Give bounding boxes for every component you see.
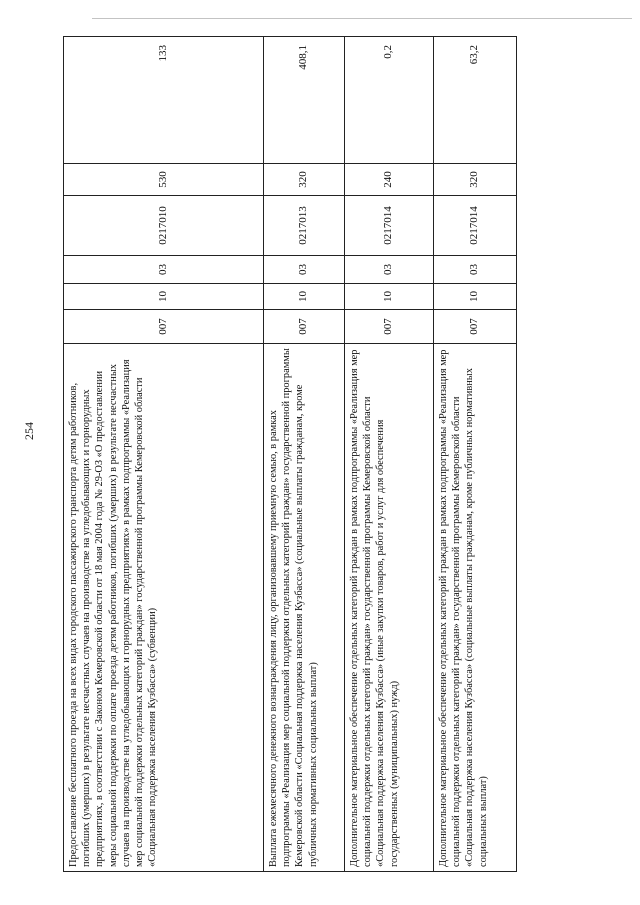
row-description: Выплата ежемесячного денежного вознаграждения лицу, организовавшему приемную семью, в рамках подпрограммы «Реализация мер социальной поддержки отдельных категорий граждан» государственной программы Кемеровской области «Социальная поддержка населения Кузбасса» (социальные выплаты гражданам, кроме публичных нормативных социальных выплат) — [264, 344, 345, 872]
ved-code: 007 — [434, 310, 517, 344]
ved-code: 007 — [64, 310, 264, 344]
subsection-code: 03 — [434, 256, 517, 284]
target-article-code: 0217013 — [264, 196, 345, 256]
target-article-code: 0217010 — [64, 196, 264, 256]
amount-value: 63,2 — [434, 37, 517, 164]
row-description: Предоставление бесплатного проезда на всех видах городского пассажирского транспорта детям работников, погибших (умерших) в результате несчастных случаев на производстве на угледобывающих и горнорудных предприятиях, в соответствии с Законом Кемеровской области от 18 мая 2004 года № 29-ОЗ «О предоставлении меры социальной поддержки по оплате проезда детям работников, погибших (умерших) в результате несчастных случаев на производстве на угледобывающих и горнорудных предприятиях» в рамках подпрограммы «Реализация мер социальной поддержки отдельных категорий граждан» государственной программы Кемеровской области «Социальная поддержка населения Кузбасса» (субвенции) — [64, 344, 264, 872]
row-description: Дополнительное материальное обеспечение отдельных категорий граждан в рамках подпрограммы «Реализация мер социальной поддержки отдельных категорий граждан» государственной программы Кемеровской области «Социальная поддержка населения Кузбасса» (иные закупки товаров, работ и услуг для обеспечения государственных (муниципальных) нужд) — [345, 344, 434, 872]
section-code: 10 — [264, 284, 345, 310]
ved-code: 007 — [345, 310, 434, 344]
target-article-code: 0217014 — [434, 196, 517, 256]
subsection-code: 03 — [345, 256, 434, 284]
page-number: 254 — [22, 422, 36, 440]
expense-type-code: 320 — [434, 164, 517, 196]
amount-value: 133 — [64, 37, 264, 164]
table-row — [434, 37, 517, 872]
table-row — [345, 37, 434, 872]
expense-type-code: 320 — [264, 164, 345, 196]
row-description: Дополнительное материальное обеспечение отдельных категорий граждан в рамках подпрограммы «Реализация мер социальной поддержки отдельных категорий граждан» государственной программы Кемеровской области «Социальная поддержка населения Кузбасса» (социальные выплаты гражданам, кроме публичных нормативных социальных выплат) — [434, 344, 517, 872]
amount-value: 0,2 — [345, 37, 434, 164]
rotated-document-area — [63, 37, 516, 872]
budget-table — [63, 36, 517, 872]
expense-type-code: 240 — [345, 164, 434, 196]
target-article-code: 0217014 — [345, 196, 434, 256]
section-code: 10 — [434, 284, 517, 310]
scan-edge-line — [92, 18, 632, 19]
section-code: 10 — [345, 284, 434, 310]
section-code: 10 — [64, 284, 264, 310]
expense-type-code: 530 — [64, 164, 264, 196]
table-row — [264, 37, 345, 872]
table-row — [64, 37, 264, 872]
subsection-code: 03 — [64, 256, 264, 284]
amount-value: 408,1 — [264, 37, 345, 164]
subsection-code: 03 — [264, 256, 345, 284]
ved-code: 007 — [264, 310, 345, 344]
